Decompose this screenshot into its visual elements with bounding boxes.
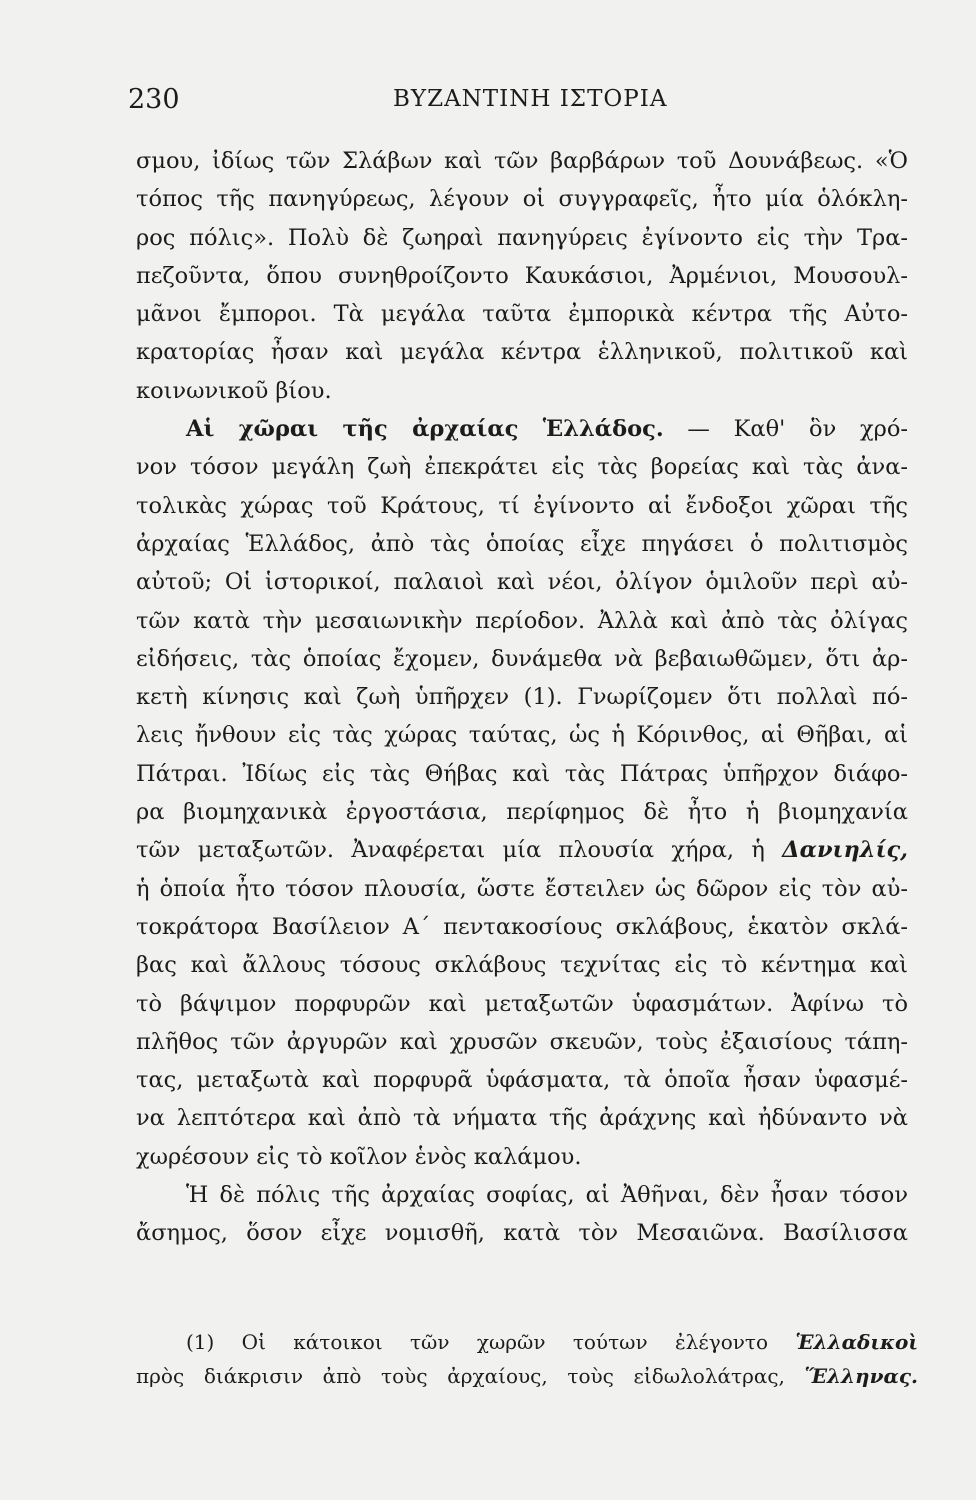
- footnote-term: Ἕλληνας.: [804, 1364, 918, 1388]
- running-title: ΒΥΖΑΝΤΙΝΗ ΙΣΤΟΡΙΑ: [393, 86, 668, 112]
- body-text: [136, 142, 908, 1253]
- text-fragment: τῶν μεταξωτῶν. Ἀναφέρεται μία πλουσία χήρα, ἡ: [136, 837, 765, 864]
- text-fragment: (1) Οἱ κάτοικοι τῶν χωρῶν τούτων ἐλέγοντο: [186, 1330, 769, 1354]
- section-heading-line: [136, 410, 908, 448]
- text-fragment: πρὸς διάκρισιν ἀπὸ τοὺς ἀρχαίους, τοὺς εἰδωλολάτρας,: [136, 1364, 785, 1388]
- text-line: ρος πόλις». Πολὺ δὲ ζωηραὶ πανηγύρεις ἐγίνοντο εἰς τὴν Τρα-: [136, 224, 908, 251]
- text-line: κοινωνικοῦ βίου.: [136, 377, 332, 404]
- text-line: ἀρχαίας Ἑλλάδος, ἀπὸ τὰς ὁποίας εἶχε πηγάσει ὁ πολιτισμὸς: [136, 530, 908, 557]
- text-line: λεις ἤνθουν εἰς τὰς χώρας ταύτας, ὡς ἡ Κόρινθος, αἱ Θῆβαι, αἱ: [136, 722, 908, 749]
- text-line: [136, 831, 908, 869]
- text-line: τολικὰς χώρας τοῦ Κράτους, τί ἐγίνοντο αἱ ἔνδοξοι χῶραι τῆς: [136, 492, 908, 519]
- text-line: Ἡ δὲ πόλις τῆς ἀρχαίας σοφίας, αἱ Ἀθῆναι, δὲν ἦσαν τόσον: [186, 1182, 908, 1209]
- page-header: [128, 84, 908, 118]
- text-line: εἰδήσεις, τὰς ὁποίας ἔχομεν, δυνάμεθα νὰ βεβαιωθῶμεν, ὅτι ἀρ-: [136, 645, 908, 672]
- text-line: τῶν κατὰ τὴν μεσαιωνικὴν περίοδον. Ἀλλὰ καὶ ἀπὸ τὰς ὀλίγας: [136, 607, 908, 634]
- text-fragment: — Καθ' ὃν χρό-: [687, 416, 908, 443]
- text-line: τόπος τῆς πανηγύρεως, λέγουν οἱ συγγραφεῖς, ἦτο μία ὁλόκλη-: [136, 186, 908, 213]
- footnote-line: [136, 1359, 918, 1393]
- text-line: να λεπτότερα καὶ ἀπὸ τὰ νήματα τῆς ἀράχνης καὶ ἠδύναντο νὰ: [136, 1105, 908, 1132]
- footnote-term: Ἑλλαδικοὶ: [795, 1330, 918, 1354]
- text-line: ἡ ὁποία ἦτο τόσον πλουσία, ὥστε ἔστειλεν ὡς δῶρον εἰς τὸν αὐ-: [136, 875, 908, 902]
- text-line: τὸ βάψιμον πορφυρῶν καὶ μεταξωτῶν ὑφασμάτων. Ἀφίνω τὸ: [136, 990, 908, 1017]
- text-line: ρα βιομηχανικὰ ἐργοστάσια, περίφημος δὲ ἦτο ἡ βιομηχανία: [136, 799, 908, 826]
- name-danielis: Δανιηλίς,: [782, 837, 908, 864]
- text-line: πεζοῦντα, ὅπου συνηθροίζοντο Καυκάσιοι, Ἀρμένιοι, Μουσουλ-: [136, 262, 908, 289]
- text-line: Πάτραι. Ἰδίως εἰς τὰς Θήβας καὶ τὰς Πάτρας ὑπῆρχον διάφο-: [136, 760, 908, 787]
- text-line: πλῆθος τῶν ἀργυρῶν καὶ χρυσῶν σκευῶν, τοὺς ἐξαισίους τάπη-: [136, 1028, 908, 1055]
- text-line: κρατορίας ἦσαν καὶ μεγάλα κέντρα ἑλληνικοῦ, πολιτικοῦ καὶ: [136, 339, 908, 366]
- text-line: χωρέσουν εἰς τὸ κοῖλον ἑνὸς καλάμου.: [136, 1143, 582, 1170]
- text-line: ἄσημος, ὅσον εἶχε νομισθῆ, κατὰ τὸν Μεσαιῶνα. Βασίλισσα: [136, 1220, 908, 1247]
- footnote: [136, 1325, 918, 1393]
- text-line: τας, μεταξωτὰ καὶ πορφυρᾶ ὑφάσματα, τὰ ὁποῖα ἦσαν ὑφασμέ-: [136, 1067, 908, 1094]
- text-line: νον τόσον μεγάλη ζωὴ ἐπεκράτει εἰς τὰς βορείας καὶ τὰς ἀνα-: [136, 454, 908, 481]
- text-line: τοκράτορα Βασίλειον Α΄ πεντακοσίους σκλάβους, ἑκατὸν σκλά-: [136, 913, 908, 940]
- text-line: αὐτοῦ; Οἱ ἱστορικοί, παλαιοὶ καὶ νέοι, ὀλίγον ὁμιλοῦν περὶ αὐ-: [136, 569, 908, 596]
- section-heading: Αἱ χῶραι τῆς ἀρχαίας Ἑλλάδος.: [186, 416, 664, 443]
- text-line: μᾶνοι ἔμποροι. Τὰ μεγάλα ταῦτα ἐμπορικὰ κέντρα τῆς Αὐτο-: [136, 301, 908, 328]
- text-line: βας καὶ ἄλλους τόσους σκλάβους τεχνίτας εἰς τὸ κέντημα καὶ: [136, 952, 908, 979]
- page-number: 230: [128, 84, 180, 115]
- footnote-line: [136, 1325, 918, 1359]
- text-line: σμου, ἰδίως τῶν Σλάβων καὶ τῶν βαρβάρων τοῦ Δουνάβεως. «Ὁ: [136, 148, 908, 174]
- text-line: κετὴ κίνησις καὶ ζωὴ ὑπῆρχεν (1). Γνωρίζομεν ὅτι πολλαὶ πό-: [136, 684, 908, 711]
